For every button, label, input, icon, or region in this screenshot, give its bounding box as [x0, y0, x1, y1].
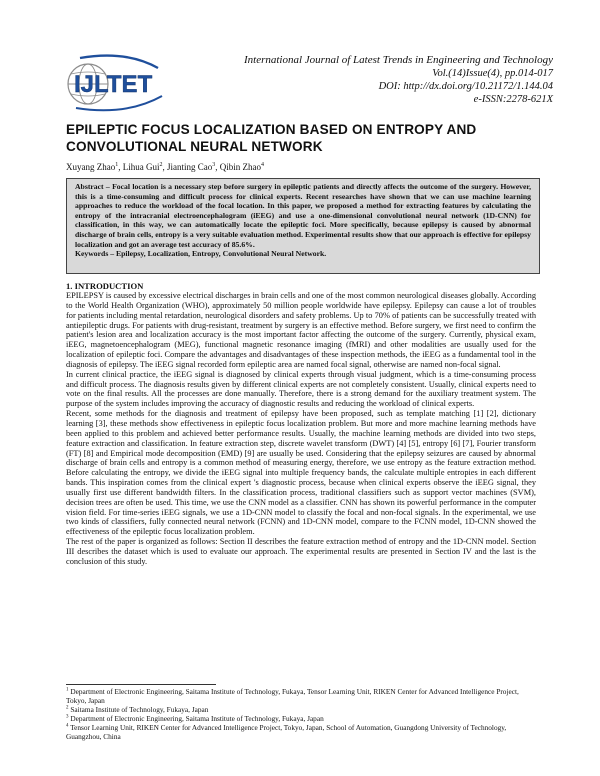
keywords-text: Keywords – Epilepsy, Localization, Entropy, Convolutional Neural Network.	[75, 249, 327, 259]
footnote-text: Department of Electronic Engineering, Saitama Institute of Technology, Fukaya, Tensor Learning Unit, RIKEN Center for Advanced Intelligence Project, Tokyo, Japan	[66, 687, 519, 705]
journal-issn: e-ISSN:2278-621X	[473, 94, 553, 105]
footnote-text: Saitama Institute of Technology, Fukaya, Japan	[70, 705, 209, 714]
author-mark: 2	[159, 162, 163, 168]
body-paragraph: EPILEPSY is caused by excessive electrical discharges in brain cells and one of the most common neurological diseases globally. According to the World Health Organization (WHO), approximately 50 million people worldwide have epilepsy. Epilepsy can cause a lot of troubles for patients including mental retardation, neurological disorders and safety problems. Up to 70% of patients can be successfully treated with antiepileptic drugs. For patients with drug-resistant, treatment by surgery is an effective method. Before surgery, we first need to confirm the patient's lesion area and localization accuracy is the most important factor affecting the outcome of the surgery. Currently, physical exam, iEEG, magnetoencephalogram (MEG), functional magnetic resonance imaging (fMRI) and other modalities are usually used for the localization of epileptic foci. Compare the advantages and disadvantages of these inspection methods, the iEEG as a fundamental tool in the diagnosis of epilepsy. The iEEG signal recorded form epileptic area are named focal signal, otherwise are named non-focal signal.	[66, 291, 536, 369]
author-name: Qibin Zhao	[219, 162, 261, 172]
body-paragraph: Recent, some methods for the diagnosis and treatment of epilepsy have been proposed, such as template matching [1] [2], dictionary learning [3], these methods show effectiveness in epileptic focus localization problem. But more and more machine learning methods have been applied to this problem and achieved better performance results. Usually, the machine learning methods are divided into two steps, feature extraction and classification. In feature extraction step, discrete wavelet transform (DWT) [4] [5], entropy [6] [7], Fourier transform (FT) [8] and Empirical mode decomposition (EMD) [9] are usually be used. Considering that the epilepsy seizures are caused by abnormal discharge of brain cells and entropy is a common method of measuring energy, therefore, we use entropy as the feature extraction method. Before calculating the entropy, we divide the iEEG signal into multiple frequency bands, the calculate multiple entropies in each different bands. This inspiration comes from the clinical expert 's diagnostic process, because when clinical experts observe the iEEG signal, they usually first use different bandwidth filters. In the classification process, traditional classifiers such as support vector machines (SVM), decision trees are often be used. This time, we use the CNN model as a classifier. CNN has shown its powerful performance in the computer vision field. For time-series iEEG signals, we use a 1D-CNN model to classify the focal and non-focal signals. In the experimental, we use two kinds of classifiers, fully connected neural network (FCNN) and 1D-CNN model, compare to the FCNN model, 1D-CNN showed the effectiveness of the epileptic focus localization problem.	[66, 409, 536, 537]
section-heading: 1. INTRODUCTION	[66, 281, 144, 291]
journal-doi: DOI: http://dx.doi.org/10.21172/1.144.04	[378, 81, 553, 92]
paper-title: EPILEPTIC FOCUS LOCALIZATION BASED ON ENTROPY AND CONVOLUTIONAL NEURAL NETWORK	[66, 122, 477, 154]
footnote-text: Department of Electronic Engineering, Saitama Institute of Technology, Fukaya, Japan	[70, 714, 324, 723]
footnote-mark: 3	[66, 714, 69, 720]
footnote-mark: 1	[66, 687, 69, 693]
abstract-box	[66, 178, 540, 274]
paper-body	[66, 281, 536, 567]
journal-header	[213, 54, 553, 106]
footnote-divider	[66, 684, 216, 685]
abstract-text: Abstract – Focal location is a necessary step before surgery in epileptic patients and directly affects the outcome of the surgery. However, this is a time-consuming and difficult process for clinical experts. Recent researches have shown that we can use machine learning approaches to reduce the workload of the focal location. In this paper, we proposed a method for extracting features by calculating the entropy of the intracranial electroencephalogram (iEEG) and use a one-dimensional convolutional neural network (1D-CNN) for classification, in this way, we can automatically locate the epileptic foci. More specifically, because epilepsy is caused by abnormal discharge of brain cells, entropy is a very suitable evaluation method. Experimental results show that our approach is effective for epilepsy localization and got an average test accuracy of 85.6%.	[75, 182, 531, 249]
logo-text: IJLTET	[74, 71, 153, 98]
footnote	[66, 705, 536, 714]
author-mark: 1	[115, 162, 119, 168]
author-name: Jianting Cao	[167, 162, 213, 172]
footnote-mark: 4	[66, 723, 69, 729]
author-name: Xuyang Zhao	[66, 162, 116, 172]
author-name: Lihua Gui	[122, 162, 160, 172]
footnote	[66, 687, 536, 705]
author-mark: 4	[261, 162, 264, 168]
footnotes	[66, 687, 536, 741]
body-paragraph: The rest of the paper is organized as follows: Section II describes the feature extraction method of entropy and the 1D-CNN model. Section III describes the dataset which is used to evaluate our approach. The experimental results are presented in Section IV and the last is the conclusion of this study.	[66, 537, 536, 566]
footnote	[66, 723, 536, 741]
journal-logo	[66, 50, 184, 114]
author-list: Xuyang Zhao$^1$, Lihua Gui$^2$, Jianting Cao$^3$, Qibin Zhao$^4$	[66, 162, 264, 172]
author-mark: 3	[212, 162, 216, 168]
journal-volume: Vol.(14)Issue(4), pp.014-017	[432, 68, 553, 79]
footnote	[66, 714, 536, 723]
footnote-text: Tensor Learning Unit, RIKEN Center for Advanced Intelligence Project, Tokyo, Japan, School of Automation, Guangdong University of Technology, Guangzhou, China	[66, 723, 507, 741]
body-paragraph: In current clinical practice, the iEEG signal is diagnosed by clinical experts through visual judgment, which is a time-consuming process and difficult process. The diagnosis results given by different clinical experts are not completely consistent. Usually, clinical experts need to vote on the final results. All the processes are done manually. Therefore, there is a strong demand for the auxiliary treatment system. The purpose of the system includes improving the accuracy of diagnostic results and reducing the workload of clinical experts.	[66, 369, 536, 409]
journal-name: International Journal of Latest Trends in Engineering and Technology	[243, 54, 553, 66]
globe-logo-icon	[66, 50, 184, 114]
footnote-mark: 2	[66, 705, 69, 711]
